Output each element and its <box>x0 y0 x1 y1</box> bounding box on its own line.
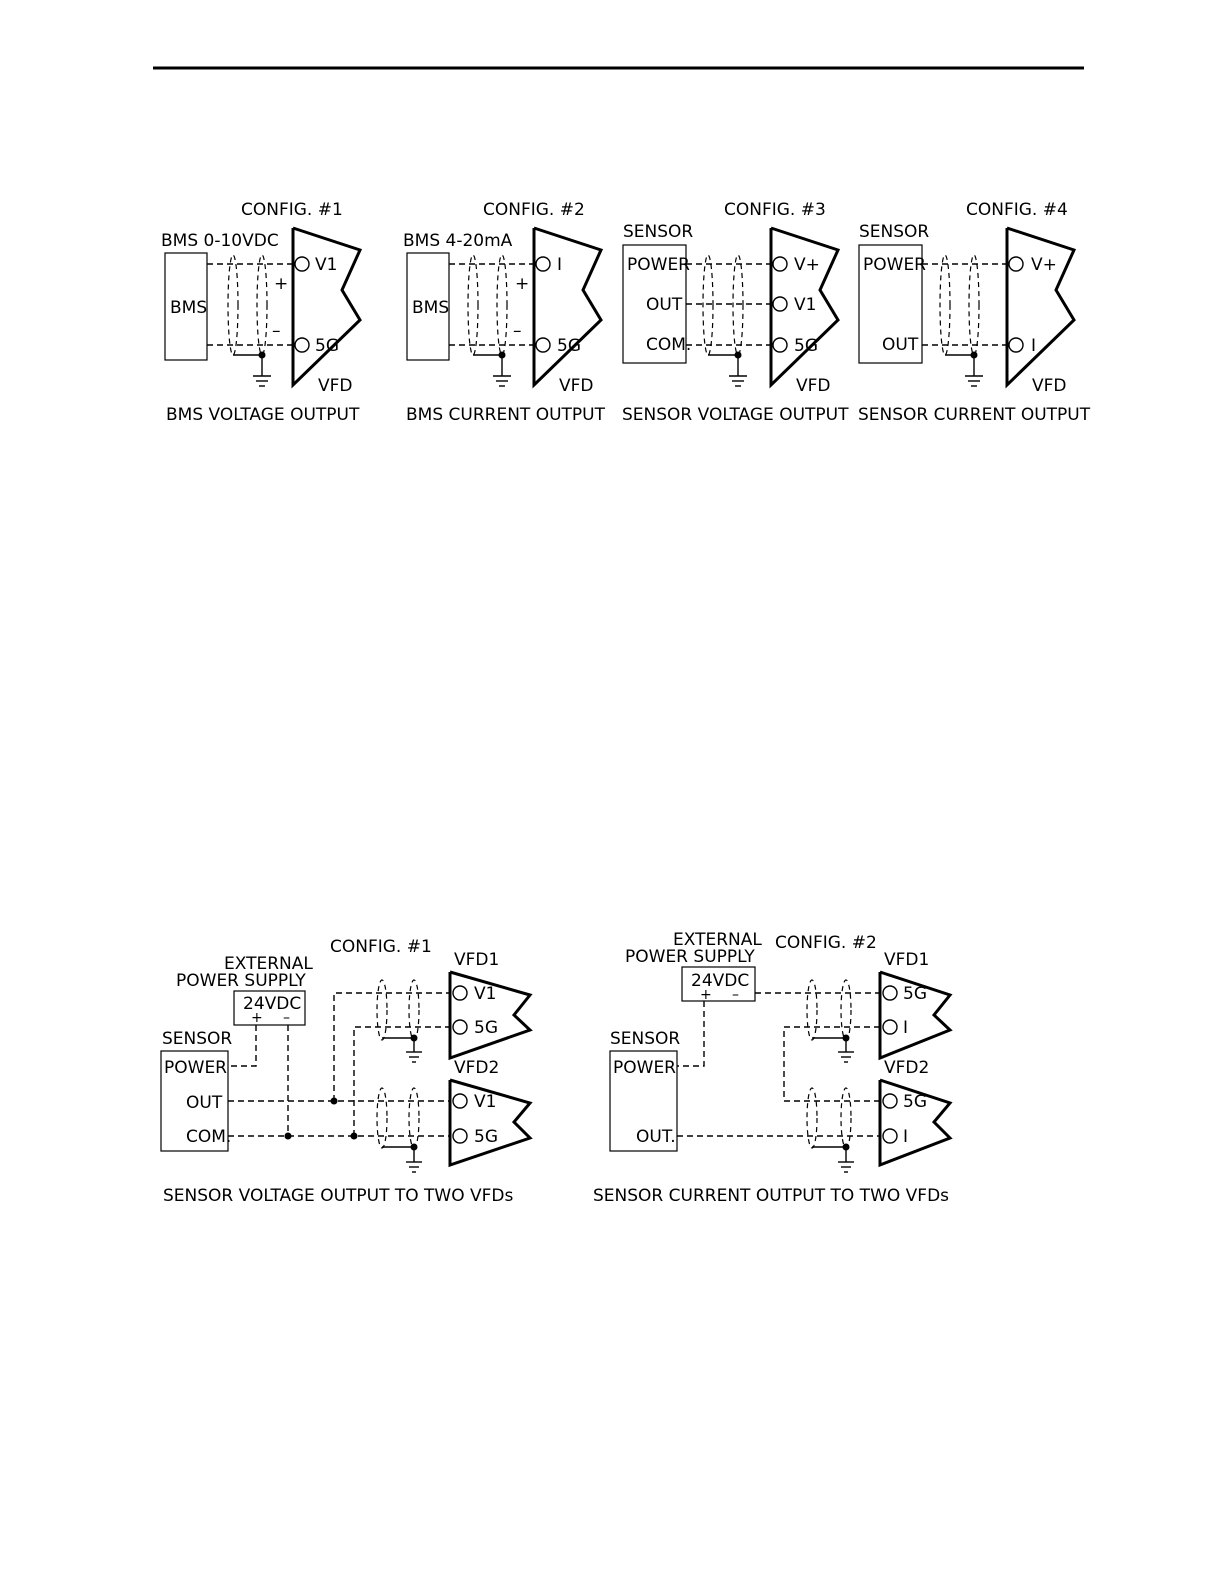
config-label: CONFIG. #3 <box>724 200 826 220</box>
terminal-circle <box>883 1094 897 1108</box>
terminal-label: I <box>557 255 563 275</box>
panel-caption: BMS CURRENT OUTPUT <box>406 405 605 425</box>
ground-icon <box>729 355 747 386</box>
terminal-circle <box>453 986 467 1000</box>
cable-shield <box>969 255 979 355</box>
panel-caption: SENSOR CURRENT OUTPUT <box>858 405 1091 425</box>
vfd2-label: VFD2 <box>884 1058 930 1078</box>
panel-two-vfd-voltage <box>161 937 530 1206</box>
panel-config-1 <box>161 200 360 425</box>
config-label: CONFIG. #2 <box>775 933 877 953</box>
source-title: SENSOR <box>623 222 694 242</box>
supply-title-line2: POWER SUPPLY <box>625 947 755 967</box>
supply-title-line2: POWER SUPPLY <box>176 971 306 991</box>
terminal-circle <box>883 1020 897 1034</box>
panel-config-4 <box>858 200 1091 425</box>
vfd-block <box>293 228 360 385</box>
cable-shield <box>940 255 950 355</box>
cable-shield <box>409 980 419 1040</box>
junction-dot <box>351 1133 358 1140</box>
terminal-circle <box>453 1129 467 1143</box>
ground-icon <box>253 355 271 386</box>
terminal-circle <box>773 257 787 271</box>
panel-config-2 <box>403 200 606 425</box>
vfd1-common-wire <box>354 1027 453 1136</box>
panel-caption: SENSOR CURRENT OUTPUT TO TWO VFDs <box>593 1186 950 1206</box>
minus-sign: – <box>272 321 281 341</box>
pin-label: OUT <box>186 1093 223 1113</box>
terminal-label: 5G <box>903 1092 927 1112</box>
cable-shield <box>841 980 851 1040</box>
ground-icon <box>838 1147 854 1172</box>
config-label: CONFIG. #1 <box>330 937 432 957</box>
supply-positive-wire <box>677 1001 704 1066</box>
vfd-label: VFD <box>559 376 594 396</box>
config-label: CONFIG. #2 <box>483 200 585 220</box>
sensor-title: SENSOR <box>162 1029 233 1049</box>
cable-shield <box>409 1088 419 1148</box>
terminal-circle <box>453 1020 467 1034</box>
pin-label: OUT <box>882 335 919 355</box>
terminal-label: V1 <box>315 255 338 275</box>
cable-shield <box>733 255 743 355</box>
cable-shield <box>497 255 507 355</box>
cable-shield <box>377 980 387 1040</box>
supply-minus: – <box>283 1010 290 1026</box>
terminal-label: I <box>903 1018 909 1038</box>
supply-plus: + <box>700 987 712 1003</box>
source-title: BMS 0-10VDC <box>161 231 279 251</box>
pin-label: COM. <box>186 1127 232 1147</box>
ground-icon <box>406 1147 422 1172</box>
terminal-circle <box>883 986 897 1000</box>
ground-icon <box>406 1038 422 1062</box>
terminal-label: 5G <box>315 336 339 356</box>
terminal-label: 5G <box>474 1127 498 1147</box>
cable-shield <box>807 980 817 1040</box>
pin-label: POWER <box>164 1058 227 1078</box>
ground-icon <box>965 355 983 386</box>
plus-sign: + <box>274 274 289 294</box>
pin-label: POWER <box>613 1058 676 1078</box>
junction-dot <box>331 1098 338 1105</box>
cable-shield <box>841 1088 851 1148</box>
config-label: CONFIG. #1 <box>241 200 343 220</box>
panel-caption: SENSOR VOLTAGE OUTPUT TO TWO VFDs <box>163 1186 514 1206</box>
panel-caption: SENSOR VOLTAGE OUTPUT <box>622 405 849 425</box>
panel-two-vfd-current <box>593 930 950 1206</box>
plus-sign: + <box>515 274 530 294</box>
device-label: BMS <box>412 298 450 318</box>
terminal-label: I <box>1031 336 1037 356</box>
cable-shield <box>377 1088 387 1148</box>
terminal-label: V1 <box>474 1092 497 1112</box>
supply-title-line1: EXTERNAL <box>673 930 762 950</box>
minus-sign: – <box>513 321 522 341</box>
vfd-block <box>1007 228 1074 385</box>
device-label: BMS <box>170 298 208 318</box>
vfd2-label: VFD2 <box>454 1058 500 1078</box>
terminal-circle <box>295 257 309 271</box>
junction-dot <box>285 1133 292 1140</box>
terminal-circle <box>453 1094 467 1108</box>
vfd-label: VFD <box>796 376 831 396</box>
sensor-title: SENSOR <box>610 1029 681 1049</box>
vfd-label: VFD <box>1032 376 1067 396</box>
supply-value: 24VDC <box>243 994 302 1014</box>
supply-plus: + <box>251 1010 263 1026</box>
vfd-block <box>534 228 601 385</box>
cable-shield <box>807 1088 817 1148</box>
terminal-circle <box>295 338 309 352</box>
cable-shield <box>228 255 238 355</box>
vfd-label: VFD <box>318 376 353 396</box>
ground-icon <box>493 355 511 386</box>
cable-shield <box>468 255 478 355</box>
pin-label: POWER <box>627 255 690 275</box>
pin-label: OUT. <box>636 1127 676 1147</box>
panel-caption: BMS VOLTAGE OUTPUT <box>166 405 360 425</box>
supply-value: 24VDC <box>691 971 750 991</box>
ground-icon <box>838 1038 854 1062</box>
terminal-label: 5G <box>557 336 581 356</box>
supply-title-line1: EXTERNAL <box>224 954 313 974</box>
source-title: SENSOR <box>859 222 930 242</box>
cable-shield <box>257 255 267 355</box>
pin-label: POWER <box>863 255 926 275</box>
config-label: CONFIG. #4 <box>966 200 1068 220</box>
panel-config-3 <box>622 200 849 425</box>
pin-label: COM. <box>646 335 692 355</box>
vfd1-label: VFD1 <box>454 950 500 970</box>
terminal-label: V1 <box>474 984 497 1004</box>
terminal-label: 5G <box>474 1018 498 1038</box>
source-title: BMS 4-20mA <box>403 231 513 251</box>
terminal-label: 5G <box>903 984 927 1004</box>
terminal-circle <box>536 257 550 271</box>
terminal-circle <box>536 338 550 352</box>
cable-shield <box>703 255 713 355</box>
vfd1-label: VFD1 <box>884 950 930 970</box>
terminal-label: V+ <box>794 255 820 275</box>
terminal-label: I <box>903 1127 909 1147</box>
supply-minus: – <box>732 987 739 1003</box>
terminal-label: V+ <box>1031 255 1057 275</box>
terminal-circle <box>1009 338 1023 352</box>
vfd1-signal-wire <box>334 993 453 1101</box>
pin-label: OUT <box>646 295 683 315</box>
terminal-label: 5G <box>794 336 818 356</box>
terminal-circle <box>773 338 787 352</box>
terminal-circle <box>883 1129 897 1143</box>
terminal-label: V1 <box>794 295 817 315</box>
terminal-circle <box>773 297 787 311</box>
terminal-circle <box>1009 257 1023 271</box>
